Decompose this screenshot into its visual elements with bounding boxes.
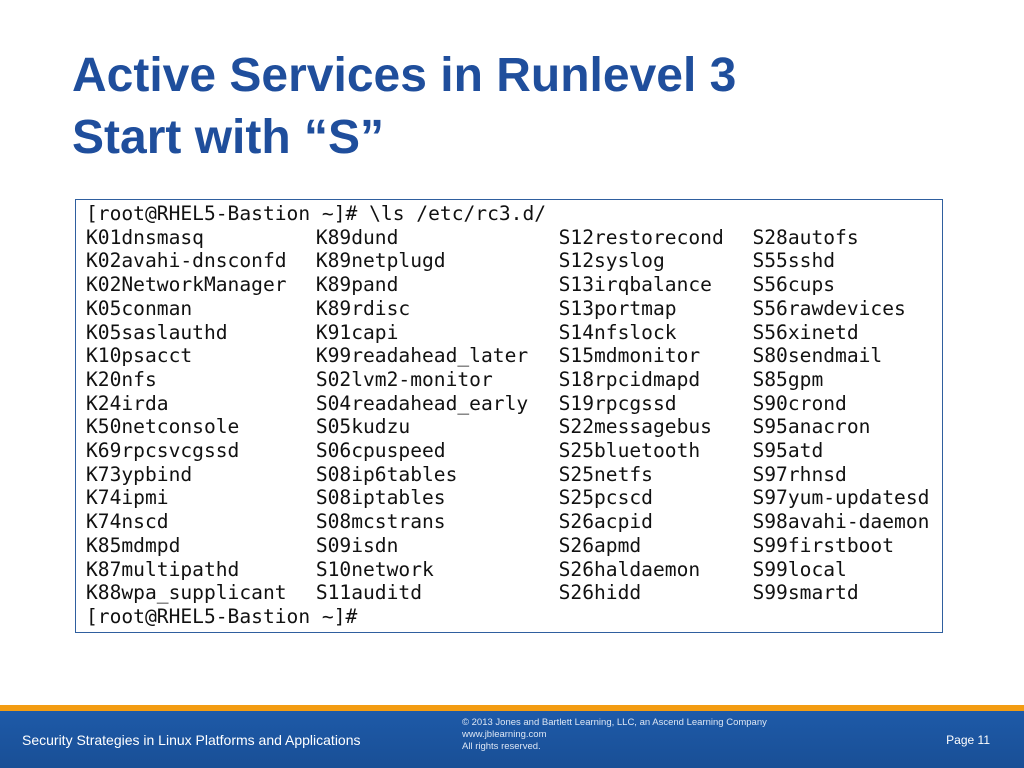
- service-script-name: K89netplugd: [315, 249, 446, 273]
- rights-line: All rights reserved.: [462, 741, 541, 752]
- listing-row: [86, 226, 942, 250]
- service-script-name: S99firstboot: [752, 533, 895, 557]
- service-script-name: K01dnsmasq: [86, 225, 204, 249]
- service-script-name: K88wpa_supplicant: [86, 581, 287, 605]
- service-script-name: K73ypbind: [86, 462, 193, 486]
- service-script-name: K89rdisc: [315, 296, 411, 320]
- service-script-name: S26apmd: [558, 533, 642, 557]
- page-number: Page 11: [946, 733, 990, 747]
- listing-row: [86, 510, 942, 534]
- service-script-name: S95atd: [752, 439, 824, 463]
- service-script-name: S10network: [315, 557, 434, 581]
- service-script-name: S90crond: [752, 391, 847, 415]
- service-script-name: S56rawdevices: [752, 296, 906, 320]
- service-script-name: K74ipmi: [86, 486, 169, 510]
- service-script-name: S22messagebus: [558, 415, 712, 439]
- service-script-name: K89pand: [315, 273, 399, 297]
- listing-row: [86, 273, 942, 297]
- service-script-name: S99local: [752, 557, 847, 581]
- service-script-name: S85gpm: [752, 367, 824, 391]
- service-script-name: S97rhnsd: [752, 462, 847, 486]
- listing-row: [86, 249, 942, 273]
- service-script-name: S12syslog: [558, 249, 665, 273]
- service-script-name: S19rpcgssd: [558, 391, 677, 415]
- rc3-file-listing: [86, 226, 942, 605]
- service-script-name: S55sshd: [752, 249, 836, 273]
- service-script-name: K02avahi-dnsconfd: [86, 249, 287, 273]
- service-script-name: K69rpcsvcgssd: [86, 439, 240, 463]
- slide-title: [72, 45, 972, 169]
- service-script-name: S05kudzu: [315, 415, 411, 439]
- terminal-output: [75, 199, 943, 633]
- service-script-name: S25pcscd: [558, 486, 653, 510]
- service-script-name: K85mdmpd: [86, 533, 181, 557]
- footer-bar: [0, 711, 1024, 768]
- service-script-name: K24irda: [86, 391, 169, 415]
- service-script-name: K87multipathd: [86, 557, 240, 581]
- terminal-prompt-line: [root@RHEL5-Bastion ~]#: [86, 604, 358, 628]
- service-script-name: S25bluetooth: [558, 439, 701, 463]
- listing-row: [86, 463, 942, 487]
- service-script-name: S80sendmail: [752, 344, 883, 368]
- service-script-name: K05conman: [86, 296, 193, 320]
- listing-row: [86, 392, 942, 416]
- listing-row: [86, 558, 942, 582]
- service-script-name: S26hidd: [558, 581, 642, 605]
- service-script-name: S12restorecond: [558, 225, 724, 249]
- service-script-name: S98avahi-daemon: [752, 510, 930, 534]
- slide-title-line-2: Start with “S”: [72, 111, 385, 164]
- listing-row: [86, 415, 942, 439]
- service-script-name: S25netfs: [558, 462, 653, 486]
- service-script-name: S08ip6tables: [315, 462, 458, 486]
- listing-row: [86, 344, 942, 368]
- terminal-command-line: [root@RHEL5-Bastion ~]# \ls /etc/rc3.d/: [86, 202, 547, 225]
- service-script-name: S15mdmonitor: [558, 344, 701, 368]
- service-script-name: S56cups: [752, 273, 836, 297]
- service-script-name: S04readahead_early: [315, 391, 529, 415]
- service-script-name: S09isdn: [315, 533, 399, 557]
- listing-row: [86, 486, 942, 510]
- service-script-name: S18rpcidmapd: [558, 367, 701, 391]
- service-script-name: S13irqbalance: [558, 273, 712, 297]
- footer-copyright: [462, 717, 767, 753]
- service-script-name: S13portmap: [558, 296, 677, 320]
- service-script-name: S95anacron: [752, 415, 871, 439]
- service-script-name: S02lvm2-monitor: [315, 367, 493, 391]
- service-script-name: S56xinetd: [752, 320, 859, 344]
- service-script-name: K10psacct: [86, 344, 193, 368]
- service-script-name: S28autofs: [752, 225, 859, 249]
- website-link[interactable]: www.jblearning.com: [462, 729, 547, 740]
- service-script-name: K89dund: [315, 225, 399, 249]
- service-script-name: S99smartd: [752, 581, 859, 605]
- service-script-name: K74nscd: [86, 510, 169, 534]
- service-script-name: K05saslauthd: [86, 320, 228, 344]
- service-script-name: S26acpid: [558, 510, 653, 534]
- service-script-name: K20nfs: [86, 367, 157, 391]
- listing-row: [86, 321, 942, 345]
- listing-row: [86, 581, 942, 605]
- slide-title-line-1: Active Services in Runlevel 3: [72, 49, 737, 102]
- listing-row: [86, 534, 942, 558]
- service-script-name: S08mcstrans: [315, 510, 446, 534]
- copyright-line: © 2013 Jones and Bartlett Learning, LLC, an Ascend Learning Company: [462, 717, 767, 728]
- service-script-name: K50netconsole: [86, 415, 240, 439]
- service-script-name: S97yum-updatesd: [752, 486, 930, 510]
- footer-course-title: Security Strategies in Linux Platforms and Applications: [22, 732, 361, 748]
- service-script-name: S26haldaemon: [558, 557, 701, 581]
- service-script-name: S06cpuspeed: [315, 439, 446, 463]
- service-script-name: K91capi: [315, 320, 399, 344]
- service-script-name: K99readahead_later: [315, 344, 529, 368]
- listing-row: [86, 297, 942, 321]
- service-script-name: S08iptables: [315, 486, 446, 510]
- listing-row: [86, 368, 942, 392]
- service-script-name: K02NetworkManager: [86, 273, 287, 297]
- service-script-name: S14nfslock: [558, 320, 677, 344]
- listing-row: [86, 439, 942, 463]
- service-script-name: S11auditd: [315, 581, 422, 605]
